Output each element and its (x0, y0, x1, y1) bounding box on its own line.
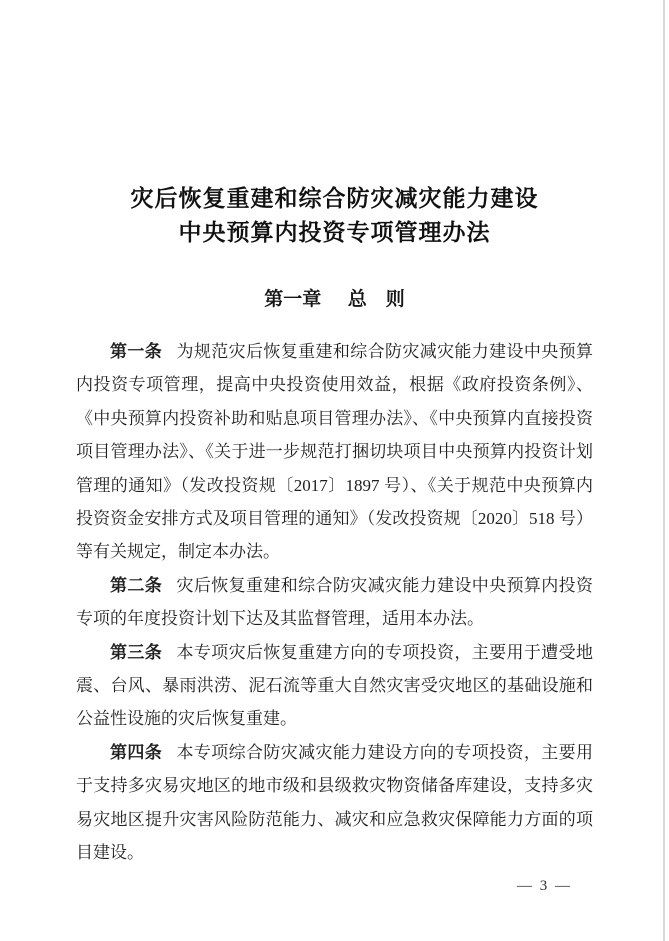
document-body (76, 335, 593, 870)
scan-edge-line (663, 0, 665, 941)
article-2-label: 第二条 (110, 575, 163, 595)
article-paragraph-3 (76, 636, 593, 736)
chapter-name: 总 则 (347, 289, 405, 310)
chapter-heading (76, 286, 593, 314)
article-3-text: 本专项灾后恢复重建方向的专项投资，主要用于遭受地震、台风、暴雨洪涝、泥石流等重大自然灾害受灾地区的基础设施和公益性设施的灾后恢复重建。 (76, 642, 594, 729)
document-title-line-2: 中央预算内投资专项管理办法 (178, 219, 491, 245)
document-title (76, 0, 593, 249)
article-4-text: 本专项综合防灾减灾能力建设方向的专项投资，主要用于支持多灾易灾地区的地市级和县级救灾物资储备库建设，支持多灾易灾地区提升灾害风险防范能力、减灾和应急救灾保障能力方面的项目建设。 (76, 742, 594, 863)
article-1-label: 第一条 (110, 342, 163, 361)
article-4-label: 第四条 (110, 742, 163, 762)
article-paragraph-1 (76, 335, 593, 569)
page-number: — 3 — (517, 877, 572, 894)
article-paragraph-4 (76, 736, 593, 870)
chapter-number: 第一章 (264, 289, 322, 310)
article-2-text: 灾后恢复重建和综合防灾减灾能力建设中央预算内投资专项的年度投资计划下达及其监督管理，适用本办法。 (76, 575, 594, 629)
document-title-line-1: 灾后恢复重建和综合防灾减灾能力建设 (130, 185, 539, 211)
article-1-text: 为规范灾后恢复重建和综合防灾减灾能力建设中央预算内投资专项管理，提高中央投资使用效益，根据《政府投资条例》、《中央预算内投资补助和贴息项目管理办法》、《中央预算内直接投资项目管理办法》、《关于进一步规范打捆切块项目中央预算内投资计划管理的通知》（发改投资规〔2017〕1897 号）、《关于规范中央预算内投资资金安排方式及项目管理的通知》（发改投资规〔2020〕518 号）等有关规定，制定本办法。 (76, 342, 594, 562)
article-paragraph-2 (76, 569, 593, 636)
article-3-label: 第三条 (110, 642, 163, 662)
